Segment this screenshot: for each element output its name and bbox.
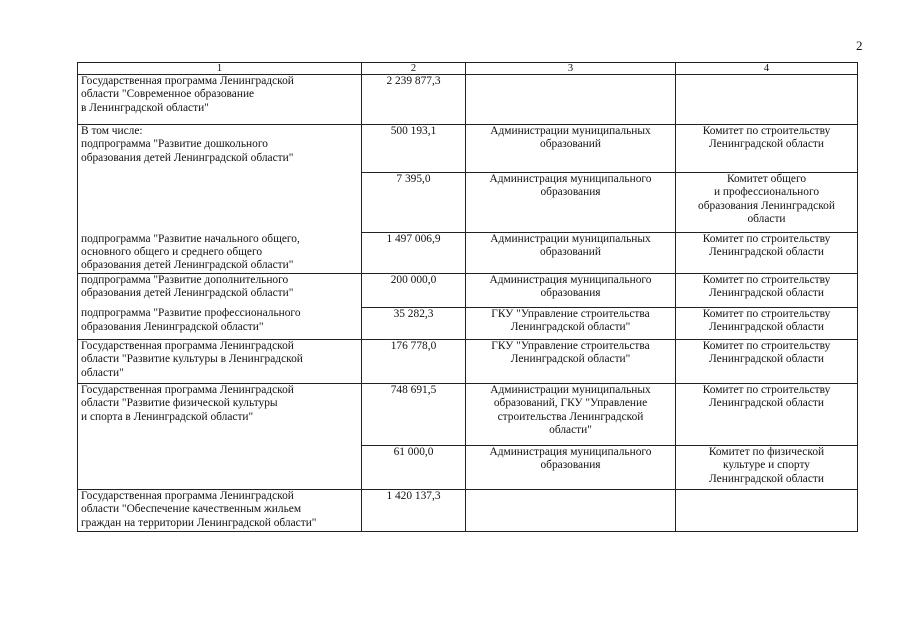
customer-cell xyxy=(676,173,858,233)
recipient-cell-line: Администрация муниципального xyxy=(489,273,652,286)
customer-cell-line: Ленинградской области xyxy=(709,287,824,300)
program-cell-line: в Ленинградской области" xyxy=(81,101,209,114)
customer-cell-line: Ленинградской области xyxy=(709,246,824,259)
table-row xyxy=(78,233,858,274)
header-cell-3: 3 xyxy=(466,63,676,75)
table-row xyxy=(78,75,858,125)
recipient-cell xyxy=(466,173,676,233)
program-cell xyxy=(78,75,362,125)
table-row xyxy=(78,173,858,233)
program-cell xyxy=(78,383,362,445)
recipient-cell-line: образования xyxy=(540,186,601,199)
recipient-cell-line: Администрация муниципального xyxy=(489,173,652,185)
recipient-cell xyxy=(466,125,676,173)
recipient-cell-line: ГКУ "Управление строительства xyxy=(491,339,650,352)
customer-cell-line: Комитет по строительству xyxy=(702,383,831,396)
header-cell-2: 2 xyxy=(362,63,466,75)
amount-cell: 7 395,0 xyxy=(362,173,466,233)
customer-cell-line: Ленинградской области xyxy=(709,397,824,410)
amount-cell: 176 778,0 xyxy=(362,339,466,383)
program-cell-line: и спорта в Ленинградской области" xyxy=(81,410,254,423)
recipient-cell xyxy=(466,383,676,445)
recipient-cell-line: Администрации муниципальных xyxy=(490,233,651,245)
recipient-cell xyxy=(466,339,676,383)
recipient-cell-line: Ленинградской области" xyxy=(510,321,631,334)
customer-cell-line: Комитет по строительству xyxy=(702,307,831,320)
program-cell xyxy=(78,339,362,383)
recipient-cell-line: области" xyxy=(549,423,592,436)
program-cell-line: образования Ленинградской области" xyxy=(81,320,264,333)
program-cell-line: В том числе: xyxy=(81,125,143,137)
table-row xyxy=(78,445,858,489)
recipient-cell-line: образования xyxy=(540,459,601,472)
table-header-row xyxy=(78,63,858,75)
customer-cell-line: Ленинградской области xyxy=(709,353,824,366)
customer-cell-line: области xyxy=(747,213,786,226)
customer-cell xyxy=(676,339,858,383)
customer-cell-line: Комитет по строительству xyxy=(702,339,831,352)
program-cell-line: области "Обеспечение качественным жильем xyxy=(81,503,302,516)
customer-cell-line: Комитет по физической xyxy=(708,445,825,458)
header-cell-1: 1 xyxy=(78,63,362,75)
program-cell-line: подпрограмма "Развитие дошкольного xyxy=(81,138,268,151)
program-cell-line: области "Развитие физической культуры xyxy=(81,397,278,410)
customer-cell xyxy=(676,233,858,274)
recipient-cell xyxy=(466,75,676,125)
program-cell-line: области "Современное образование xyxy=(81,88,255,101)
program-cell-line: образования детей Ленинградской области" xyxy=(81,151,294,164)
program-cell-line: Государственная программа Ленинградской xyxy=(81,489,294,502)
recipient-cell xyxy=(466,489,676,531)
customer-cell-line: Ленинградской области xyxy=(709,321,824,334)
program-cell xyxy=(78,125,362,173)
program-cell-line: граждан на территории Ленинградской области" xyxy=(81,516,317,529)
recipient-cell-line: Администрация муниципального xyxy=(489,445,652,458)
recipient-cell-line: Ленинградской области" xyxy=(510,353,631,366)
recipient-cell-line: образования xyxy=(540,287,601,300)
program-cell-line: Государственная программа Ленинградской xyxy=(81,383,294,396)
program-cell-line: Государственная программа Ленинградской xyxy=(81,75,294,87)
program-cell xyxy=(78,445,362,489)
recipient-cell-line: образований xyxy=(540,138,601,151)
amount-cell: 35 282,3 xyxy=(362,307,466,339)
recipient-cell-line: ГКУ "Управление строительства xyxy=(491,307,650,320)
program-cell-line: Государственная программа Ленинградской xyxy=(81,339,294,352)
customer-cell-line: Комитет по строительству xyxy=(702,125,831,137)
table-row xyxy=(78,125,858,173)
program-cell-line: основного общего и среднего общего xyxy=(81,245,263,258)
customer-cell xyxy=(676,125,858,173)
program-cell xyxy=(78,307,362,339)
customer-cell xyxy=(676,273,858,307)
program-cell-line: образования детей Ленинградской области" xyxy=(81,259,294,272)
program-cell-line: подпрограмма "Развитие дополнительного xyxy=(81,273,289,286)
allocation-table xyxy=(77,62,858,532)
customer-cell xyxy=(676,489,858,531)
amount-cell: 200 000,0 xyxy=(362,273,466,307)
program-cell-line: области" xyxy=(81,366,124,379)
customer-cell-line: образования Ленинградской xyxy=(698,199,835,212)
amount-cell: 61 000,0 xyxy=(362,445,466,489)
customer-cell xyxy=(676,307,858,339)
customer-cell-line: Комитет по строительству xyxy=(702,233,831,245)
recipient-cell-line: образований, ГКУ "Управление xyxy=(493,397,648,410)
amount-cell: 1 420 137,3 xyxy=(362,489,466,531)
program-cell xyxy=(78,233,362,274)
page-number: 2 xyxy=(856,38,863,53)
header-cell-4: 4 xyxy=(676,63,858,75)
customer-cell-line: Комитет по строительству xyxy=(702,273,831,286)
amount-cell: 2 239 877,3 xyxy=(362,75,466,125)
table-row xyxy=(78,273,858,307)
recipient-cell-line: Администрации муниципальных xyxy=(490,125,651,137)
recipient-cell xyxy=(466,307,676,339)
customer-cell xyxy=(676,445,858,489)
recipient-cell xyxy=(466,445,676,489)
recipient-cell-line: образований xyxy=(540,246,601,259)
recipient-cell-line: строительства Ленинградской xyxy=(497,410,644,423)
customer-cell xyxy=(676,383,858,445)
amount-cell: 748 691,5 xyxy=(362,383,466,445)
customer-cell-line: культуре и спорту xyxy=(723,459,810,472)
customer-cell-line: Ленинградской области xyxy=(709,138,824,151)
program-cell xyxy=(78,273,362,307)
program-cell-line: подпрограмма "Развитие профессионального xyxy=(81,307,301,320)
program-cell-line: образования детей Ленинградской области" xyxy=(81,287,294,300)
amount-cell: 500 193,1 xyxy=(362,125,466,173)
customer-cell-line: Комитет общего xyxy=(726,173,807,185)
amount-cell: 1 497 006,9 xyxy=(362,233,466,274)
recipient-cell-line: Администрации муниципальных xyxy=(490,383,651,396)
recipient-cell xyxy=(466,273,676,307)
table-row xyxy=(78,339,858,383)
recipient-cell xyxy=(466,233,676,274)
program-cell-line: подпрограмма "Развитие начального общего, xyxy=(81,232,300,245)
customer-cell-line: и профессионального xyxy=(713,186,820,199)
table-row xyxy=(78,489,858,531)
customer-cell xyxy=(676,75,858,125)
program-cell-line: области "Развитие культуры в Ленинградской xyxy=(81,353,303,366)
program-cell xyxy=(78,489,362,531)
table-row xyxy=(78,383,858,445)
program-cell xyxy=(78,173,362,233)
table-row xyxy=(78,307,858,339)
customer-cell-line: Ленинградской области xyxy=(709,472,824,485)
